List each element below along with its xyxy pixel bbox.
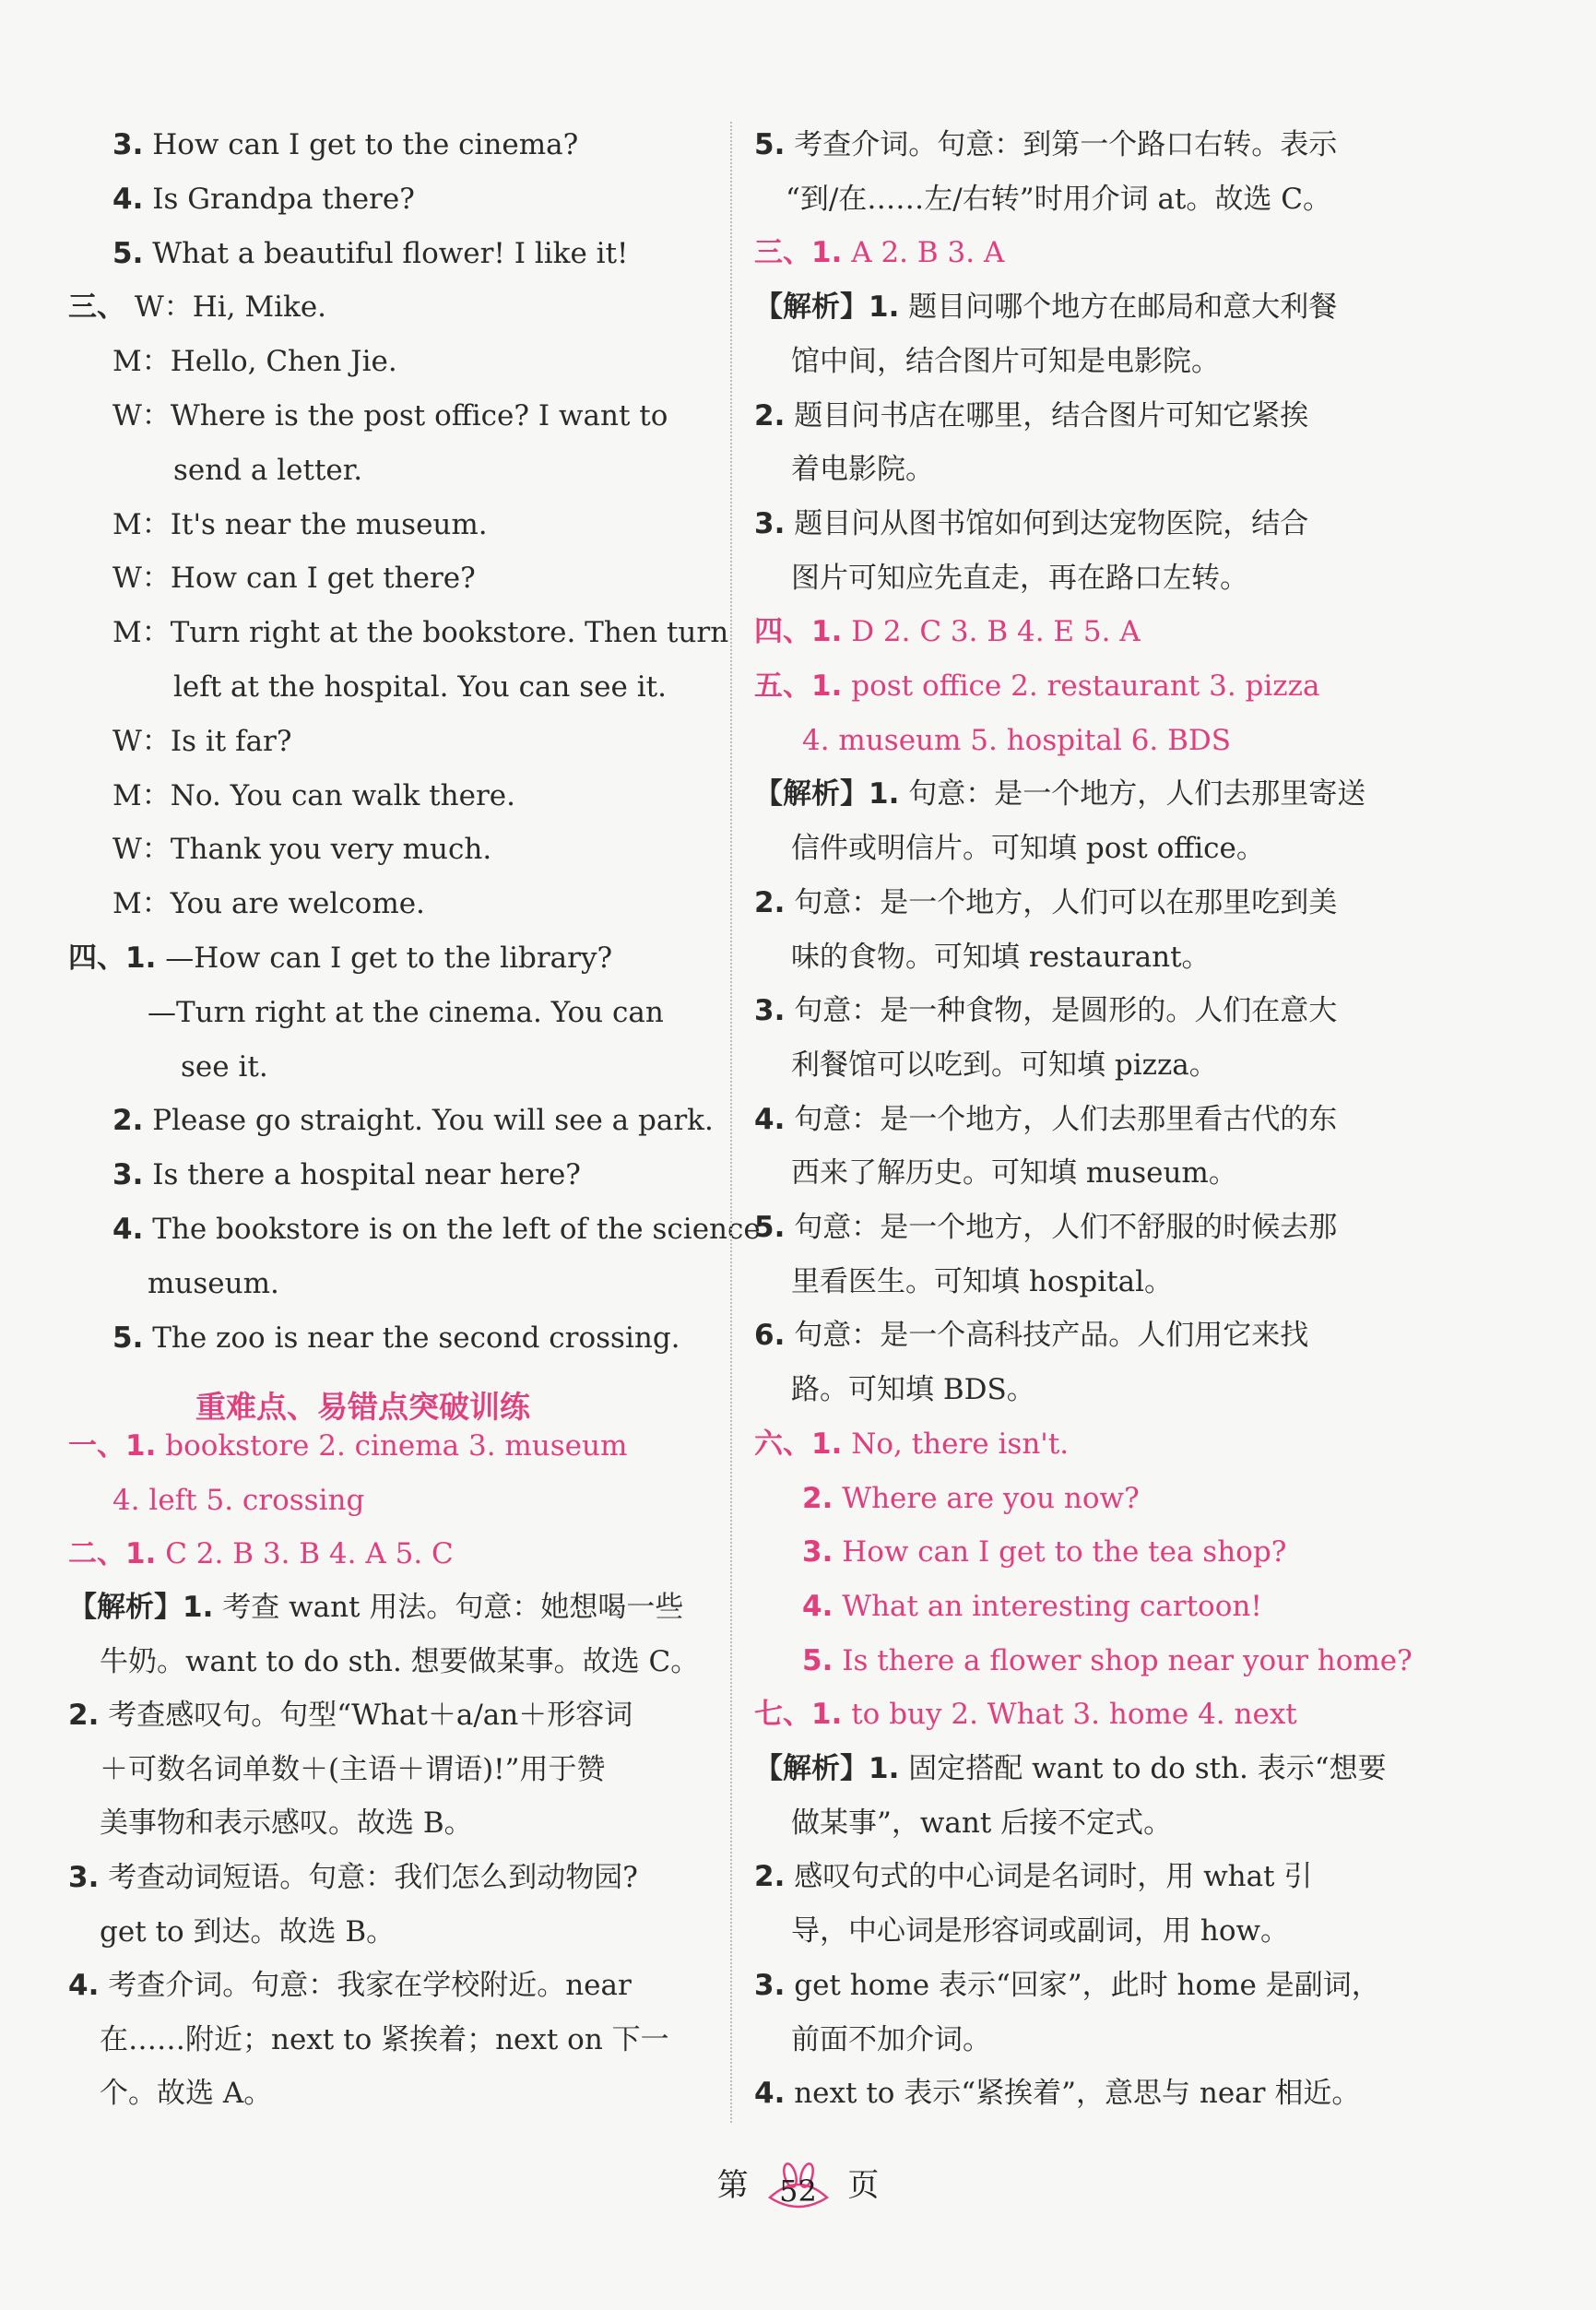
line-text: M：Hello, Chen Jie. xyxy=(112,345,397,379)
column-divider xyxy=(730,122,732,2123)
dialogue-line xyxy=(112,1104,714,1138)
item-number: 4. xyxy=(802,1589,833,1623)
dialogue-line xyxy=(68,944,612,973)
line-text: 固定搭配 want to do sth. 表示“想要 xyxy=(908,1752,1387,1785)
analysis-line xyxy=(100,1807,473,1841)
answer-line xyxy=(754,615,1141,649)
item-number: 2. xyxy=(112,1104,144,1138)
line-text: 句意：是一个地方，人们去那里看古代的东 xyxy=(794,1102,1338,1136)
line-text: 考查动词短语。句意：我们怎么到动物园? xyxy=(108,1861,638,1894)
dialogue-line xyxy=(112,887,425,921)
dialogue-line xyxy=(173,453,363,487)
dialogue-line xyxy=(112,724,292,758)
line-text: 考查感叹句。句型“What＋a/an＋形容词 xyxy=(108,1699,633,1733)
analysis-line xyxy=(754,290,1338,325)
item-number: 五、1. xyxy=(754,669,843,703)
analysis-line xyxy=(100,1644,700,1678)
line-text: 西来了解历史。可知填 museum。 xyxy=(791,1156,1237,1191)
line-text: A 2. B 3. A xyxy=(851,236,1005,270)
item-number: 3. xyxy=(68,1861,100,1894)
dialogue-line xyxy=(112,833,492,867)
analysis-line xyxy=(786,182,1331,216)
line-text: 4. left 5. crossing xyxy=(112,1484,365,1517)
line-text: 感叹句式的中心词是名词时，用 what 引 xyxy=(794,1860,1313,1894)
answer-line xyxy=(802,1481,1140,1515)
line-text: The bookstore is on the left of the science xyxy=(152,1213,761,1246)
item-number: 5. xyxy=(754,128,786,161)
analysis-line xyxy=(754,1752,1387,1785)
analysis-line xyxy=(754,1968,1380,2002)
line-text: 味的食物。可知填 restaurant。 xyxy=(791,940,1211,974)
dialogue-line xyxy=(181,1049,268,1084)
analysis-line xyxy=(754,1319,1309,1353)
line-text: W：Thank you very much. xyxy=(112,833,492,867)
dialogue-line xyxy=(173,670,667,704)
line-text: 句意：是一个地方，人们去那里寄送 xyxy=(908,777,1366,811)
analysis-line xyxy=(754,885,1338,919)
analysis-line xyxy=(791,1914,1290,1949)
line-text: to buy 2. What 3. home 4. next xyxy=(851,1698,1297,1732)
answer-line xyxy=(754,1698,1297,1732)
item-number: 七、1. xyxy=(754,1698,843,1732)
line-text: —How can I get to the library? xyxy=(165,942,613,975)
item-number: 【解析】1. xyxy=(754,777,900,811)
dialogue-line xyxy=(112,128,579,161)
analysis-line xyxy=(68,1593,683,1622)
line-text: next to 表示“紧挨着”，意思与 near 相近。 xyxy=(794,2077,1361,2111)
page-footer xyxy=(0,2160,1596,2212)
item-number: 一、1. xyxy=(68,1429,157,1463)
line-text: How can I get to the tea shop? xyxy=(842,1535,1287,1570)
dialogue-line xyxy=(68,290,327,325)
line-text: Please go straight. You will see a park. xyxy=(152,1104,714,1138)
line-text: 前面不加介词。 xyxy=(791,2022,991,2056)
line-text: M：No. You can walk there. xyxy=(112,778,515,812)
analysis-line xyxy=(754,506,1309,540)
dialogue-line xyxy=(112,1321,680,1355)
line-text: What an interesting cartoon! xyxy=(842,1589,1262,1623)
line-text: 题目问书店在哪里，结合图片可知它紧挨 xyxy=(794,398,1309,432)
line-text: 题目问哪个地方在邮局和意大利餐 xyxy=(908,290,1338,325)
line-text: M：Turn right at the bookstore. Then turn xyxy=(112,616,729,650)
line-text: get to 到达。故选 B。 xyxy=(100,1914,396,1949)
analysis-line xyxy=(754,777,1366,811)
answer-line xyxy=(802,1589,1262,1623)
item-number: 4. xyxy=(112,1213,144,1246)
analysis-line xyxy=(791,344,1220,378)
item-number: 四、1. xyxy=(68,942,157,975)
analysis-line xyxy=(754,1211,1338,1244)
item-number: 3. xyxy=(754,994,786,1028)
item-number: 3. xyxy=(112,128,144,161)
item-number: 2. xyxy=(754,1860,786,1894)
line-text: C 2. B 3. B 4. A 5. C xyxy=(165,1537,454,1570)
dialogue-line xyxy=(112,562,476,596)
dialogue-line xyxy=(148,1266,279,1300)
line-text: museum. xyxy=(148,1266,279,1300)
line-text: 利餐馆可以吃到。可知填 pizza。 xyxy=(791,1048,1218,1082)
analysis-line xyxy=(754,1102,1338,1136)
analysis-line xyxy=(791,1373,1035,1407)
item-number: 三、1. xyxy=(754,236,843,270)
analysis-line xyxy=(100,1914,396,1949)
line-text: 句意：是一个高科技产品。人们用它来找 xyxy=(794,1319,1309,1353)
item-number: 5. xyxy=(802,1643,833,1677)
item-number: 5. xyxy=(754,1211,786,1244)
analysis-line xyxy=(791,2022,991,2056)
item-number: 4. xyxy=(754,1102,786,1136)
line-text: post office 2. restaurant 3. pizza xyxy=(851,669,1320,703)
analysis-line xyxy=(754,994,1338,1028)
line-text: Where are you now? xyxy=(842,1481,1140,1515)
item-number: 四、1. xyxy=(754,615,843,649)
item-number: 【解析】1. xyxy=(754,290,900,325)
item-number: 2. xyxy=(68,1699,100,1733)
item-number: 4. xyxy=(112,182,144,216)
item-number: 4. xyxy=(754,2077,786,2111)
item-number: 3. xyxy=(112,1158,144,1192)
line-text: Is there a flower shop near your home? xyxy=(842,1643,1413,1677)
line-text: 题目问从图书馆如何到达宠物医院，结合 xyxy=(794,506,1309,540)
analysis-line xyxy=(791,453,934,487)
item-number: 【解析】1. xyxy=(68,1591,214,1624)
line-text: 在……附近；next to 紧挨着；next on 下一 xyxy=(100,2022,669,2056)
line-text: 考查介词。句意：到第一个路口右转。表示 xyxy=(794,128,1338,161)
line-text: 个。故选 A。 xyxy=(100,2077,273,2111)
item-number: 六、1. xyxy=(754,1427,843,1461)
line-text: 4. museum 5. hospital 6. BDS xyxy=(802,723,1231,757)
line-text: M：You are welcome. xyxy=(112,887,425,921)
line-text: 考查 want 用法。句意：她想喝一些 xyxy=(222,1591,684,1624)
line-text: 句意：是一个地方，人们可以在那里吃到美 xyxy=(794,885,1338,919)
line-text: 牛奶。want to do sth. 想要做某事。故选 C。 xyxy=(100,1644,700,1678)
item-number: 2. xyxy=(754,398,786,432)
line-text: 句意：是一个地方，人们不舒服的时候去那 xyxy=(794,1211,1338,1244)
line-text: 导，中心词是形容词或副词，用 how。 xyxy=(791,1914,1290,1949)
analysis-line xyxy=(68,1861,638,1894)
footer-suffix: 页 xyxy=(847,2167,880,2204)
analysis-line xyxy=(791,832,1265,866)
item-number: 3. xyxy=(754,506,786,540)
item-number: 5. xyxy=(112,1321,144,1355)
item-number: 【解析】1. xyxy=(754,1752,900,1785)
dialogue-line xyxy=(112,1215,761,1244)
analysis-line xyxy=(791,1156,1237,1191)
answer-line xyxy=(68,1537,454,1570)
dialogue-line xyxy=(112,778,515,812)
answer-line xyxy=(802,1643,1413,1677)
line-text: W：Is it far? xyxy=(112,724,292,758)
dialogue-line xyxy=(112,399,668,432)
answer-line xyxy=(68,1429,628,1463)
line-text: ＋可数名词单数＋(主语＋谓语)!”用于赞 xyxy=(100,1752,606,1786)
item-number: 6. xyxy=(754,1319,786,1353)
page-number: 52 xyxy=(779,2174,817,2209)
dialogue-line xyxy=(112,236,629,270)
line-text: “到/在……左/右转”时用介词 at。故选 C。 xyxy=(786,182,1331,216)
dialogue-line xyxy=(148,995,664,1029)
line-text: send a letter. xyxy=(173,453,363,487)
item-number: 二、1. xyxy=(68,1537,157,1570)
analysis-line xyxy=(791,940,1211,974)
item-number: 5. xyxy=(112,236,144,270)
line-text: M：It's near the museum. xyxy=(112,507,488,541)
line-text: 馆中间，结合图片可知是电影院。 xyxy=(791,344,1220,378)
analysis-line xyxy=(754,398,1309,432)
line-text: bookstore 2. cinema 3. museum xyxy=(165,1429,628,1463)
dialogue-line xyxy=(112,345,397,379)
line-text: How can I get to the cinema? xyxy=(152,128,579,161)
line-text: 考查介词。句意：我家在学校附近。near xyxy=(108,1969,632,2003)
line-text: W：Hi, Mike. xyxy=(134,290,327,325)
line-text: No, there isn't. xyxy=(851,1427,1070,1461)
analysis-line xyxy=(791,1048,1218,1082)
line-text: W：How can I get there? xyxy=(112,562,476,596)
answer-line xyxy=(802,723,1231,757)
answer-line xyxy=(802,1535,1287,1570)
line-text: D 2. C 3. B 4. E 5. A xyxy=(851,615,1141,649)
dialogue-line xyxy=(112,1158,581,1192)
analysis-line xyxy=(754,1860,1313,1894)
item-number: 3. xyxy=(754,1968,786,2002)
analysis-line xyxy=(68,1699,633,1733)
footer-prefix: 第 xyxy=(716,2167,749,2204)
item-number: 2. xyxy=(754,885,786,919)
line-text: 着电影院。 xyxy=(791,453,934,487)
item-number: 2. xyxy=(802,1481,833,1515)
dialogue-line xyxy=(112,616,729,650)
analysis-line xyxy=(791,1264,1174,1298)
analysis-line xyxy=(100,1752,606,1786)
page-number-badge xyxy=(764,2162,833,2212)
analysis-line xyxy=(100,2022,669,2056)
dialogue-line xyxy=(112,507,488,541)
answer-line xyxy=(754,236,1005,270)
line-text: 信件或明信片。可知填 post office。 xyxy=(791,832,1265,866)
line-text: 做某事”，want 后接不定式。 xyxy=(791,1806,1173,1840)
analysis-line xyxy=(100,2077,273,2111)
line-text: left at the hospital. You can see it. xyxy=(173,670,667,704)
analysis-line xyxy=(791,561,1248,595)
answer-line xyxy=(112,1484,365,1517)
answer-line xyxy=(754,1427,1070,1461)
line-text: What a beautiful flower! I like it! xyxy=(152,236,629,270)
line-text: —Turn right at the cinema. You can xyxy=(148,995,664,1029)
section-title: 重难点、易错点突破训练 xyxy=(195,1389,530,1425)
analysis-line xyxy=(791,1806,1173,1840)
line-text: 路。可知填 BDS。 xyxy=(791,1373,1035,1407)
analysis-line xyxy=(754,128,1338,161)
line-text: Is Grandpa there? xyxy=(152,182,415,216)
answer-line xyxy=(754,669,1320,703)
line-text: 里看医生。可知填 hospital。 xyxy=(791,1264,1174,1298)
line-text: Is there a hospital near here? xyxy=(152,1158,581,1192)
line-text: The zoo is near the second crossing. xyxy=(152,1321,680,1355)
item-number: 3. xyxy=(802,1535,833,1570)
line-text: get home 表示“回家”，此时 home 是副词， xyxy=(794,1968,1380,2002)
line-text: 句意：是一种食物，是圆形的。人们在意大 xyxy=(794,994,1338,1028)
line-text: W：Where is the post office? I want to xyxy=(112,399,668,432)
line-text: see it. xyxy=(181,1049,268,1084)
analysis-line xyxy=(754,2077,1361,2111)
item-number: 4. xyxy=(68,1969,100,2003)
item-number: 三、 xyxy=(68,290,125,325)
dialogue-line xyxy=(112,182,415,216)
line-text: 美事物和表示感叹。故选 B。 xyxy=(100,1807,473,1841)
analysis-line xyxy=(68,1969,632,2003)
line-text: 图片可知应先直走，再在路口左转。 xyxy=(791,561,1248,595)
